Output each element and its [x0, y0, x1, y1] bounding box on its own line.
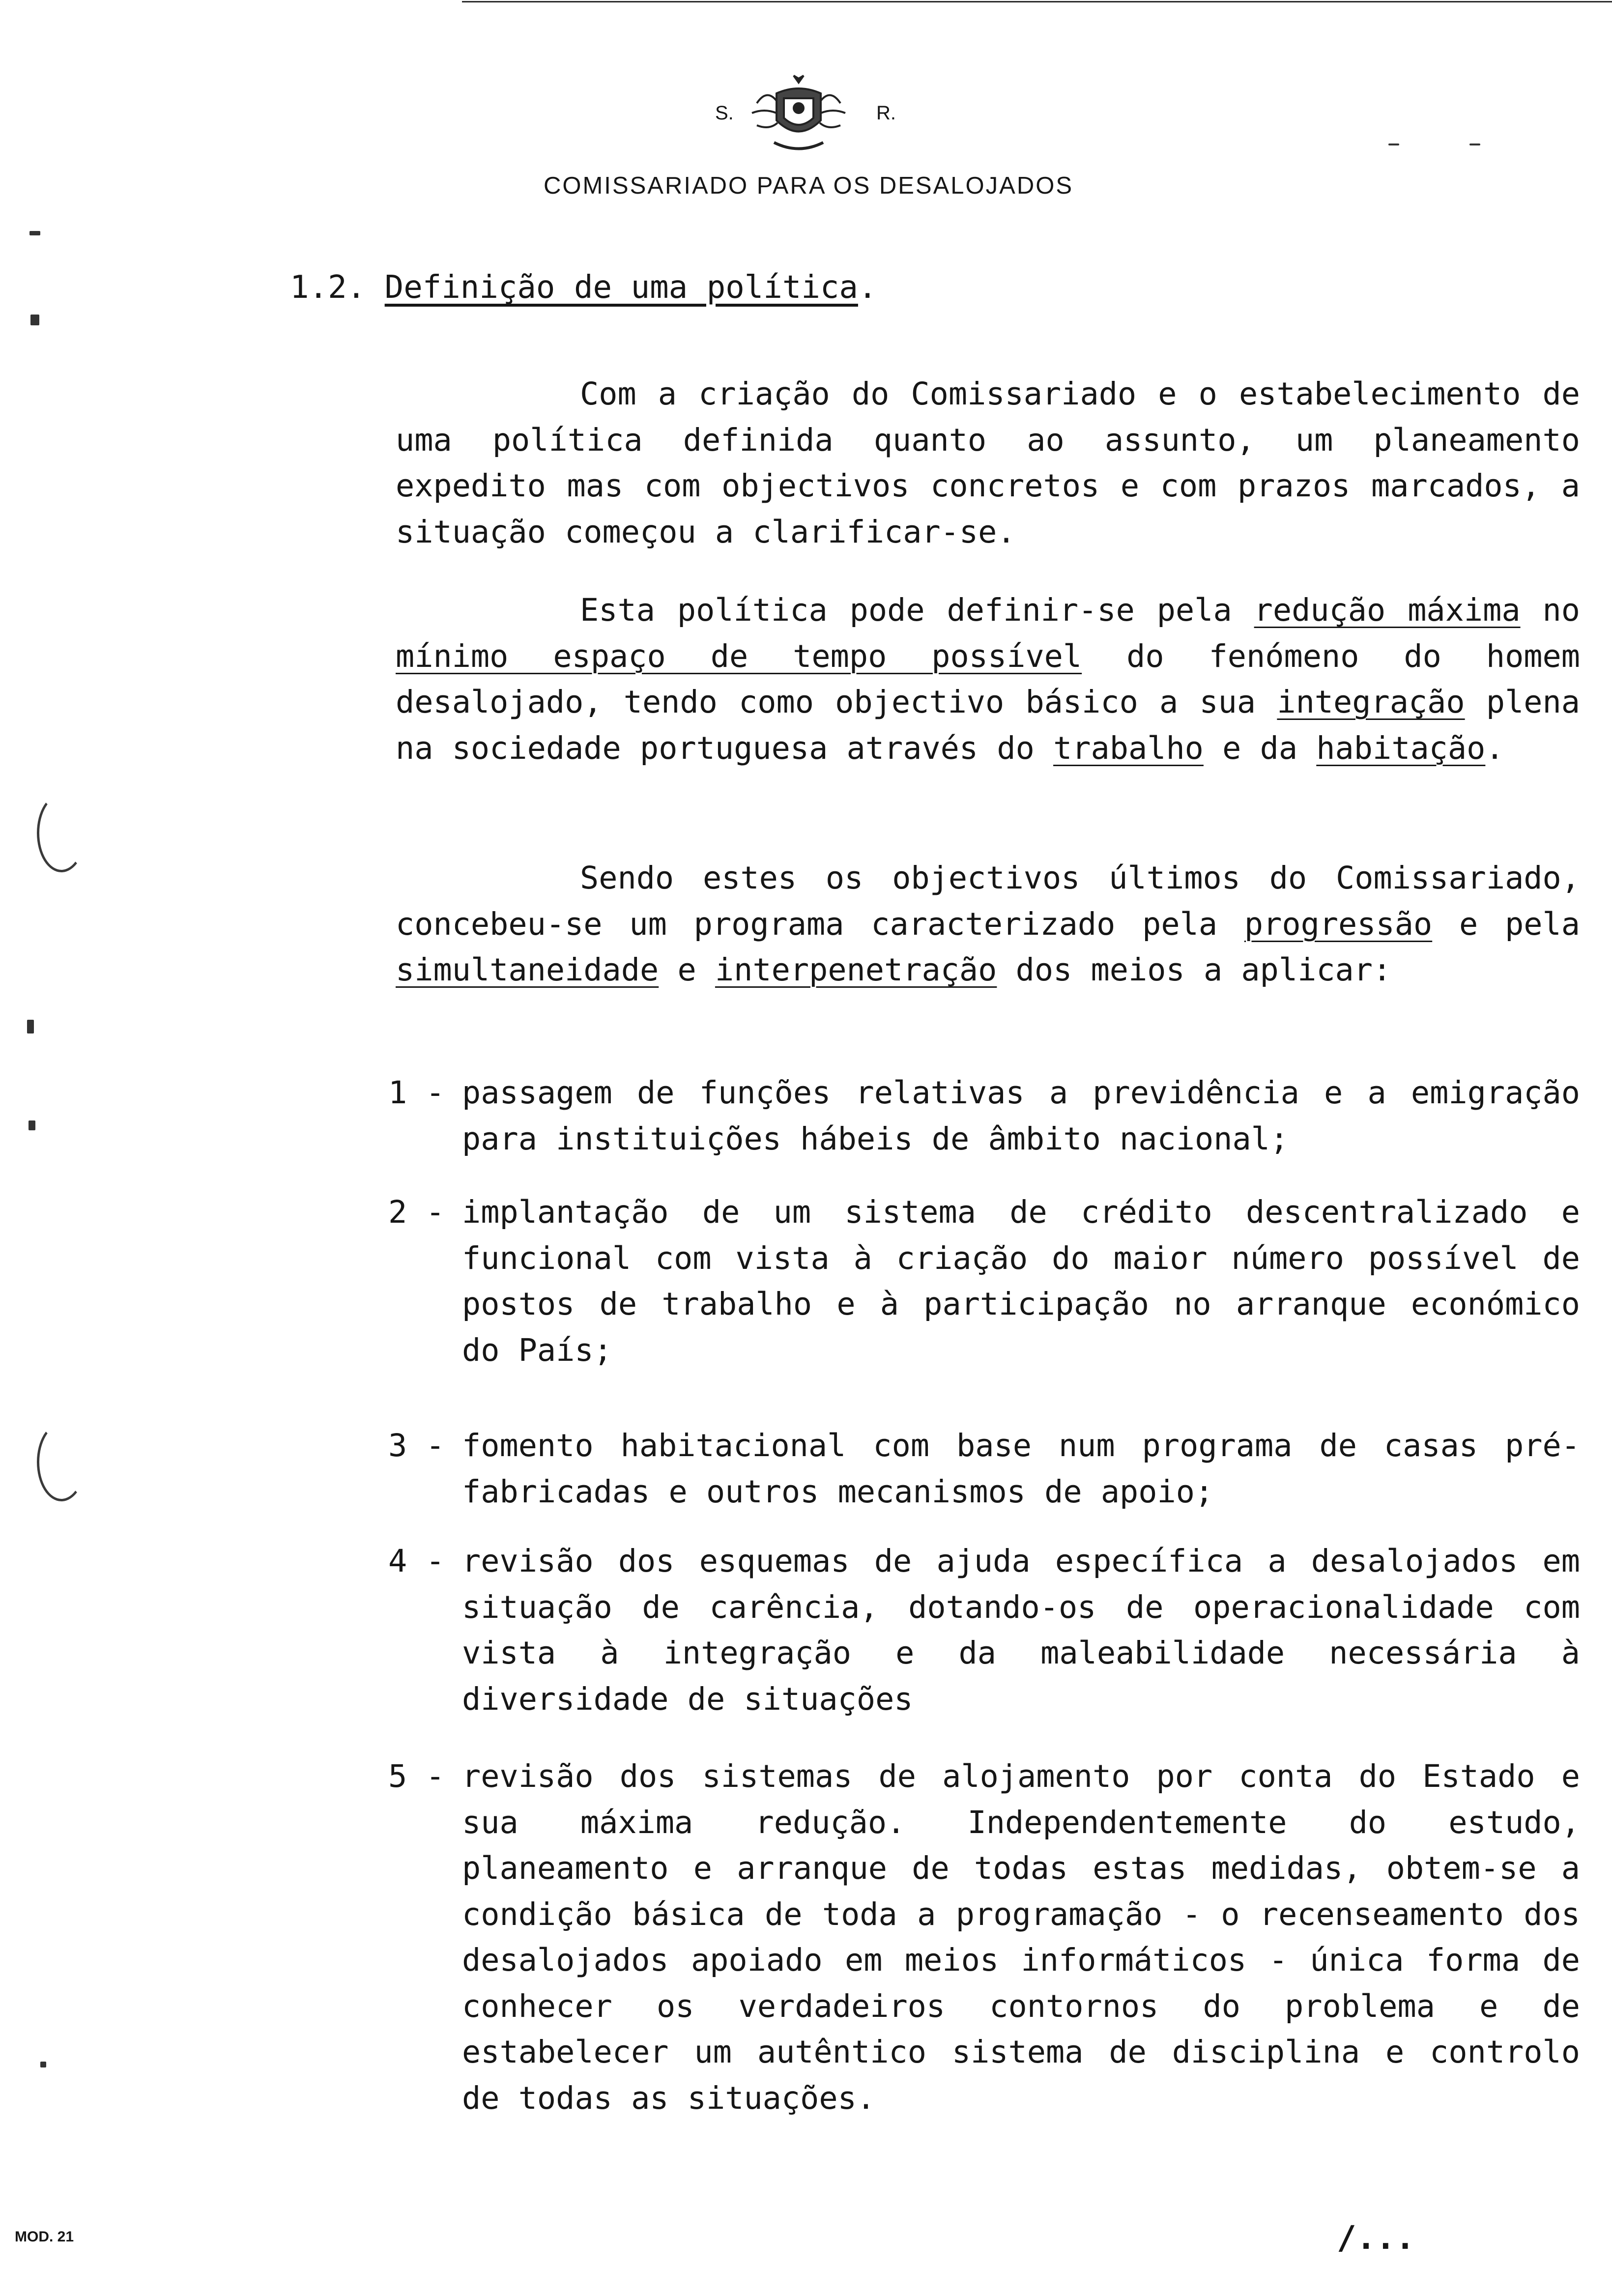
letterhead-title: COMISSARIADO PARA OS DESALOJADOS	[543, 172, 1074, 199]
list-item	[388, 1753, 1580, 2121]
list-item	[388, 1070, 1580, 1162]
margin-speck	[30, 315, 39, 325]
paragraph-2-text: e da	[1203, 729, 1317, 766]
paragraph-3-text: dos meios a aplicar:	[997, 951, 1392, 988]
list-item	[388, 1189, 1580, 1373]
punch-hole-mark	[37, 794, 86, 872]
underlined-phrase: habitação	[1316, 729, 1486, 766]
margin-speck	[29, 1120, 35, 1130]
paragraph-1	[396, 371, 1580, 555]
section-title-end: .	[858, 269, 877, 306]
list-item	[388, 1538, 1580, 1722]
paragraph-3-text: e pela	[1432, 905, 1580, 942]
margin-speck	[1469, 144, 1480, 145]
header-sr-left: S.	[715, 102, 734, 124]
list-item-number: 4 -	[388, 1543, 445, 1579]
header-sr-right: R.	[876, 102, 896, 124]
underlined-phrase: trabalho	[1053, 729, 1204, 766]
list-item-number: 1 -	[388, 1074, 445, 1111]
underlined-phrase: interpenetração	[715, 951, 997, 988]
list-item-number: 3 -	[388, 1427, 445, 1464]
underlined-phrase: redução máxima	[1254, 592, 1521, 628]
paragraph-3-text: Sendo estes os objectivos últimos do Comissariado, concebeu-se um programa caracterizado pela	[396, 860, 1580, 942]
underlined-phrase: progressão	[1244, 905, 1433, 942]
margin-speck	[1388, 144, 1399, 145]
paragraph-2-text: do fenómeno do homem desalojado, tendo como objectivo básico a sua	[396, 637, 1580, 720]
paragraph-2-text: Esta política pode definir-se pela	[580, 592, 1254, 628]
margin-speck	[29, 231, 40, 235]
list-item-text: revisão dos esquemas de ajuda específica a desalojados em situação de carência, dotando-os de operacionalidade com vista à integração e da maleabilidade necessária à diversidade de situações	[462, 1543, 1580, 1717]
list-item-text: implantação de um sistema de crédito descentralizado e funcional com vista à criação do maior número possível de postos de trabalho e à participação no arranque económico do País;	[462, 1194, 1580, 1368]
underlined-phrase: simultaneidade	[396, 951, 659, 988]
list-item-text: passagem de funções relativas a previdência e a emigração para instituições hábeis de âmbito nacional;	[462, 1074, 1580, 1157]
paragraph-2	[396, 587, 1580, 771]
list-item-text: revisão dos sistemas de alojamento por conta do Estado e sua máxima redução. Independentemente do estudo, planeamento e arranque de todas estas medidas, obtem-se a condição básica de toda a programação - o recenseamento dos desalojados apoiado em meios informáticos - única forma de conhecer os verdadeiros contornos do problema e de estabelecer um autêntico sistema de disciplina e controlo de todas as situações.	[462, 1758, 1580, 2116]
margin-speck	[27, 1020, 34, 1033]
underlined-phrase: mínimo espaço de tempo possível	[396, 637, 1082, 674]
section-heading	[290, 269, 877, 306]
paragraph-3	[396, 855, 1580, 993]
punch-hole-mark	[37, 1423, 86, 1501]
paragraph-2-text: plena na sociedade portuguesa através do	[396, 684, 1581, 766]
coat-of-arms-icon	[747, 74, 850, 157]
paragraph-3-text: e	[659, 951, 715, 988]
margin-speck	[40, 2062, 46, 2067]
list-item	[388, 1423, 1580, 1515]
paragraph-2-text: no	[1520, 592, 1580, 628]
underlined-phrase: integração	[1277, 684, 1465, 720]
list-item-number: 5 -	[388, 1758, 445, 1794]
continuation-mark: /...	[1337, 2219, 1415, 2257]
paragraph-2-text: .	[1485, 729, 1504, 766]
top-edge-rule	[462, 1, 1612, 2]
list-item-number: 2 -	[388, 1194, 445, 1230]
section-title: Definição de uma política	[384, 269, 858, 306]
paragraph-1-text: Com a criação do Comissariado e o estabelecimento de uma política definida quanto ao assunto, um planeamento expedito mas com objectivos concretos e com prazos marcados, a situação começou a clarificar-se.	[396, 375, 1580, 550]
form-code: MOD. 21	[15, 2229, 74, 2245]
section-number: 1.2.	[290, 269, 366, 306]
list-item-text: fomento habitacional com base num programa de casas pré-fabricadas e outros mecanismos de apoio;	[462, 1427, 1580, 1510]
